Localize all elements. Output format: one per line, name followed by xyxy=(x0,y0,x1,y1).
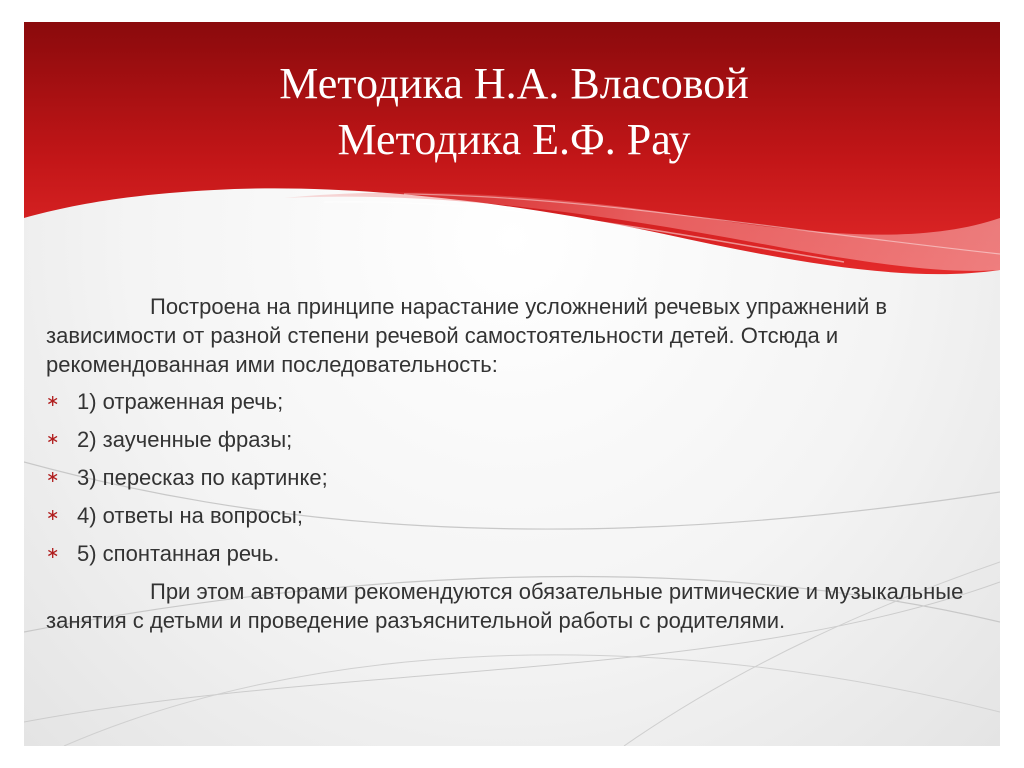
list-item-text: 5) спонтанная речь. xyxy=(77,541,280,566)
list-item-text: 2) заученные фразы; xyxy=(77,427,293,452)
list-item xyxy=(46,459,986,497)
intro-paragraph: Построена на принципе нарастание усложнений речевых упражнений в зависимости от разной степени речевой самостоятельности детей. Отсюда и рекомендованная ими последовательность: xyxy=(46,294,888,377)
title-line-2: Методика Е.Ф. Рау xyxy=(337,115,691,164)
list-item-text: 4) ответы на вопросы; xyxy=(77,503,303,528)
list-item xyxy=(46,497,986,535)
list-item xyxy=(46,383,986,421)
asterisk-bullet-icon: ∗ xyxy=(46,507,60,524)
slide-background xyxy=(24,22,1000,746)
asterisk-bullet-icon: ∗ xyxy=(46,469,60,486)
title-line-1: Методика Н.А. Власовой xyxy=(279,59,749,108)
slide-title xyxy=(174,56,854,168)
asterisk-bullet-icon: ∗ xyxy=(46,431,60,448)
closing-paragraph: При этом авторами рекомендуются обязательные ритмические и музыкальные занятия с детьми и проведение разъяснительной работы с родителями. xyxy=(46,579,964,633)
list-item-text: 3) пересказ по картинке; xyxy=(77,465,328,490)
list-item xyxy=(46,535,986,573)
slide-body xyxy=(46,292,986,635)
bullet-list xyxy=(46,383,986,573)
asterisk-bullet-icon: ∗ xyxy=(46,393,60,410)
list-item-text: 1) отраженная речь; xyxy=(77,389,284,414)
list-item xyxy=(46,421,986,459)
asterisk-bullet-icon: ∗ xyxy=(46,545,60,562)
